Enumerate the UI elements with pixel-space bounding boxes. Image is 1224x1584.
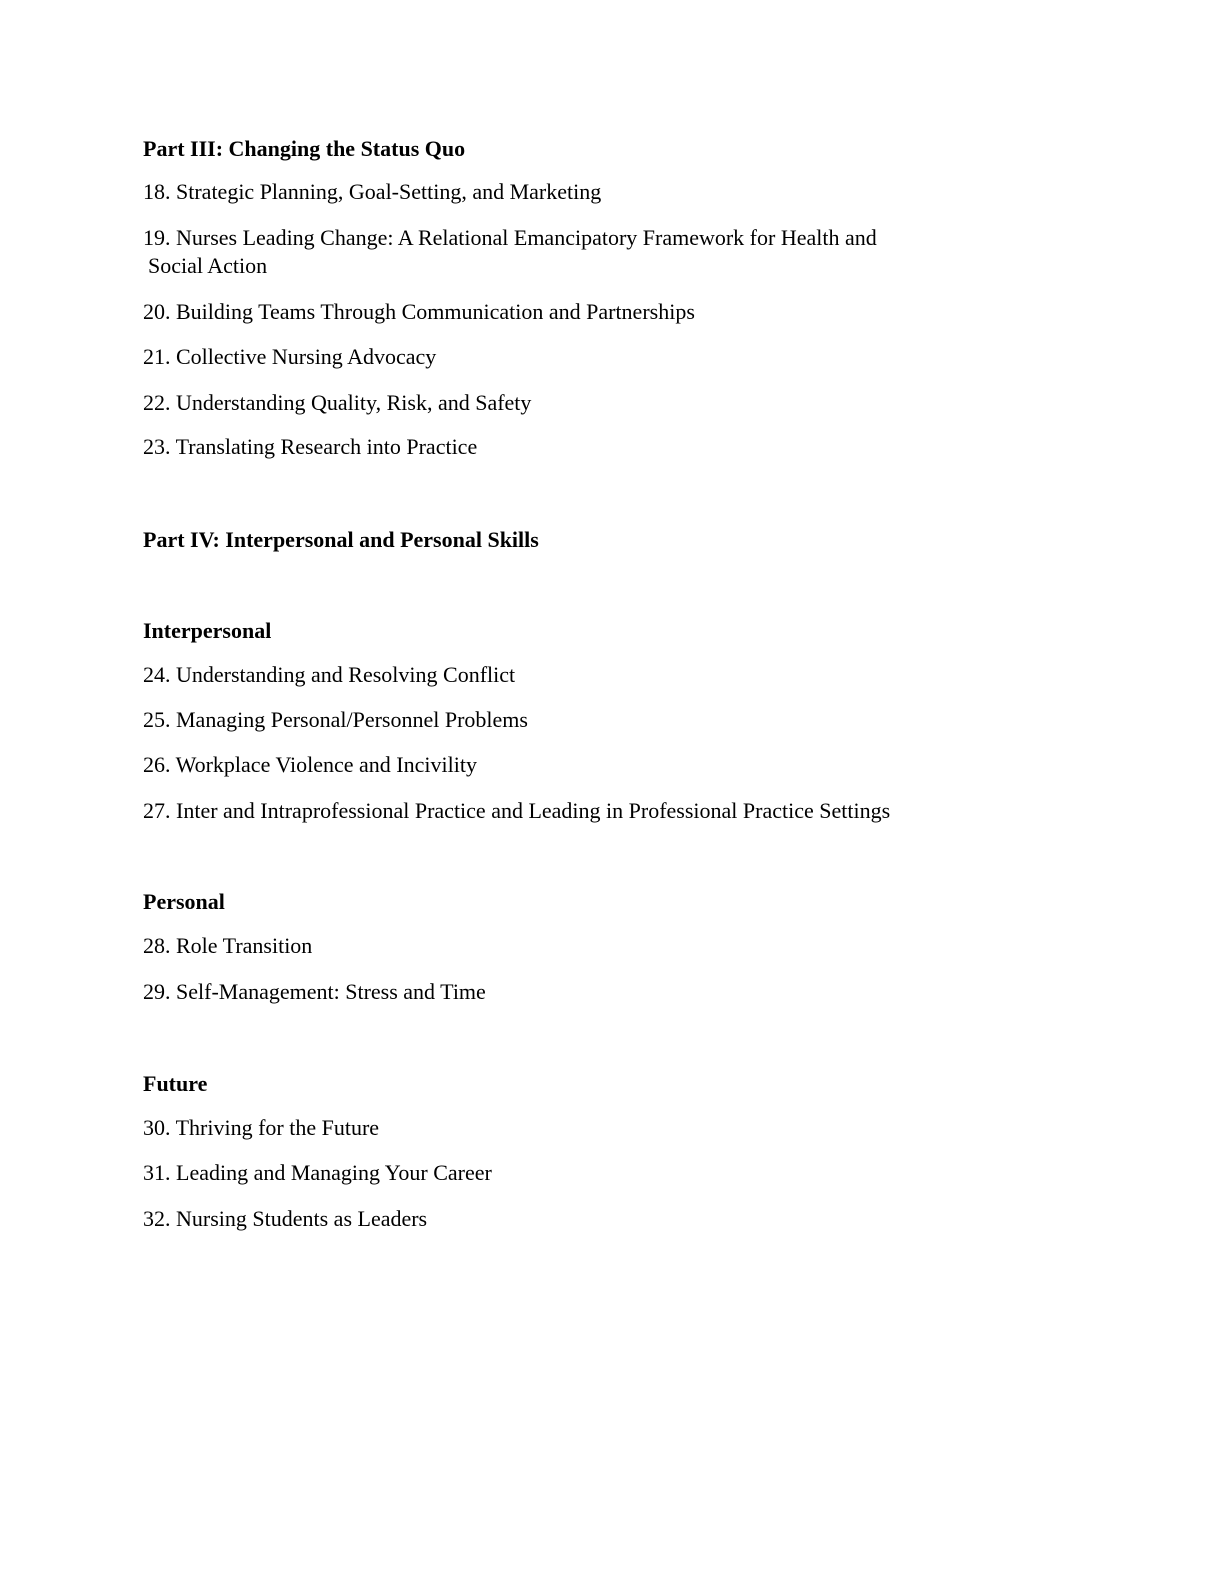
toc-entry-20: 20. Building Teams Through Communication and Partnerships bbox=[143, 299, 695, 324]
toc-entry-21: 21. Collective Nursing Advocacy bbox=[143, 344, 437, 369]
toc-entry-30: 30. Thriving for the Future bbox=[143, 1115, 380, 1140]
toc-entry-18: 18. Strategic Planning, Goal-Setting, and Marketing bbox=[143, 179, 602, 204]
interpersonal-heading: Interpersonal bbox=[143, 618, 272, 643]
toc-entry-32: 32. Nursing Students as Leaders bbox=[143, 1206, 428, 1231]
toc-entry-31: 31. Leading and Managing Your Career bbox=[143, 1160, 492, 1185]
future-heading: Future bbox=[143, 1071, 208, 1096]
toc-entry-24: 24. Understanding and Resolving Conflict bbox=[143, 662, 516, 687]
toc-entry-19: 19. Nurses Leading Change: A Relational Emancipatory Framework for Health and bbox=[143, 225, 877, 250]
toc-entry-27: 27. Inter and Intraprofessional Practice and Leading in Professional Practice Settings bbox=[143, 798, 891, 823]
toc-entry-26: 26. Workplace Violence and Incivility bbox=[143, 752, 477, 777]
toc-entry-22: 22. Understanding Quality, Risk, and Safety bbox=[143, 390, 532, 415]
toc-entry-25: 25. Managing Personal/Personnel Problems bbox=[143, 707, 528, 732]
part-3-heading: Part III: Changing the Status Quo bbox=[143, 136, 466, 161]
toc-entry-28: 28. Role Transition bbox=[143, 933, 313, 958]
toc-entry-29: 29. Self-Management: Stress and Time bbox=[143, 979, 486, 1004]
personal-heading: Personal bbox=[143, 889, 225, 914]
toc-entry-23: 23. Translating Research into Practice bbox=[143, 434, 478, 459]
toc-entry-19-continuation: Social Action bbox=[148, 253, 268, 278]
part-4-heading: Part IV: Interpersonal and Personal Skills bbox=[143, 527, 539, 552]
